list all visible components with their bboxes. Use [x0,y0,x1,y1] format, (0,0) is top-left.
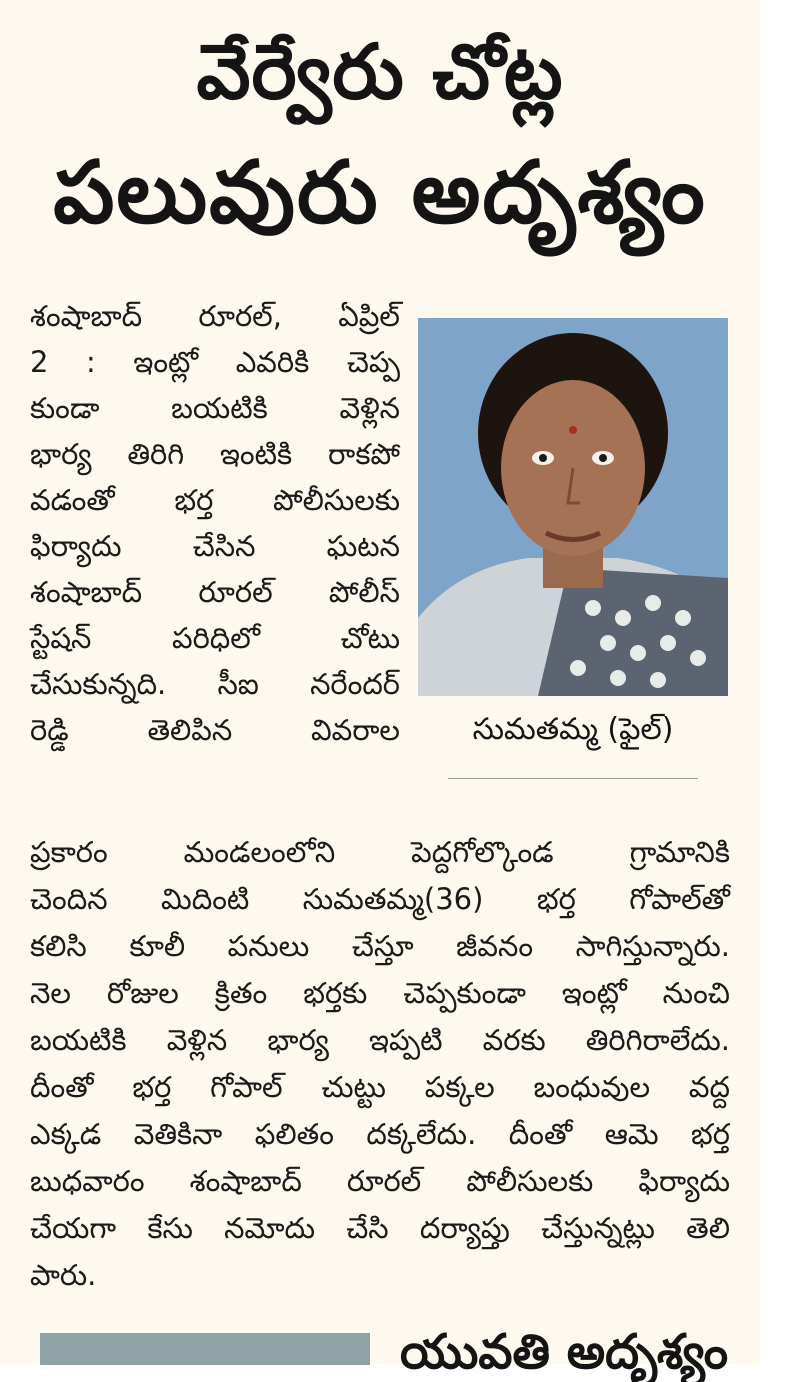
article-line: వడంతో భర్త పోలీసులకు [30,483,400,517]
article-line: చెందిన మిదింటి సుమతమ్మ(36) భర్త గోపాల్‌తో [30,882,730,916]
article-line: నెల రోజుల క్రితం భర్తకు చెప్పకుండా ఇంట్లో నుంచి [30,976,730,1010]
article-line: దీంతో భర్త గోపాల్ చుట్టు పక్కల బంధువుల వద్ద [30,1070,730,1104]
article-line: ఫిర్యాదు చేసిన ఘటన [30,529,400,563]
next-article-headline: యువతి అదృశ్యం [400,1324,729,1380]
photo-caption: సుమతమ్మ (ఫైల్) [472,712,674,747]
article-line: రెడ్డి తెలిపిన వివరాల [30,713,400,747]
next-article-photo [40,1333,370,1365]
article-line: శంషాబాద్ రూరల్ పోలీస్ [30,575,400,609]
article-line: భార్య తిరిగి ఇంటికి రాకపో [30,437,400,471]
headline-line-1: వేర్వేరు చోట్ల [196,27,564,116]
article-line: బయటికి వెళ్లిన భార్య ఇప్పటి వరకు తిరిగిరాలేదు. [30,1023,730,1057]
portrait-illustration [418,318,728,696]
article-line: పారు. [30,1258,97,1292]
article-line: చేయగా కేసు నమోదు చేసి దర్యాప్తు చేస్తున్నట్లు తెలి [30,1211,730,1245]
article-line: శంషాబాద్ రూరల్, ఏప్రిల్ [30,299,400,333]
headline-line-2: పలువురు అదృశ్యం [53,143,707,243]
article-line: కలిసి కూలీ పనులు చేస్తూ జీవనం సాగిస్తున్నారు. [30,929,730,963]
article-line: బుధవారం శంషాబాద్ రూరల్ పోలీసులకు ఫిర్యాదు [30,1164,730,1198]
article-line: ప్రకారం మండలంలోని పెద్దగోల్కొండ గ్రామానికి [30,835,730,869]
woman-portrait-photo [418,318,728,696]
article-line: కుండా బయటికి వెళ్లిన [30,391,400,425]
article-line: చేసుకున్నది. సీఐ నరేందర్ [30,667,400,701]
caption-divider [448,778,698,779]
article-line: స్టేషన్ పరిధిలో చోటు [30,621,400,655]
article-line: 2 : ఇంట్లో ఎవరికి చెప్ప [30,345,400,379]
article-line: ఎక్కడ వెతికినా ఫలితం దక్కలేదు. దీంతో ఆమె భర్త [30,1117,730,1151]
